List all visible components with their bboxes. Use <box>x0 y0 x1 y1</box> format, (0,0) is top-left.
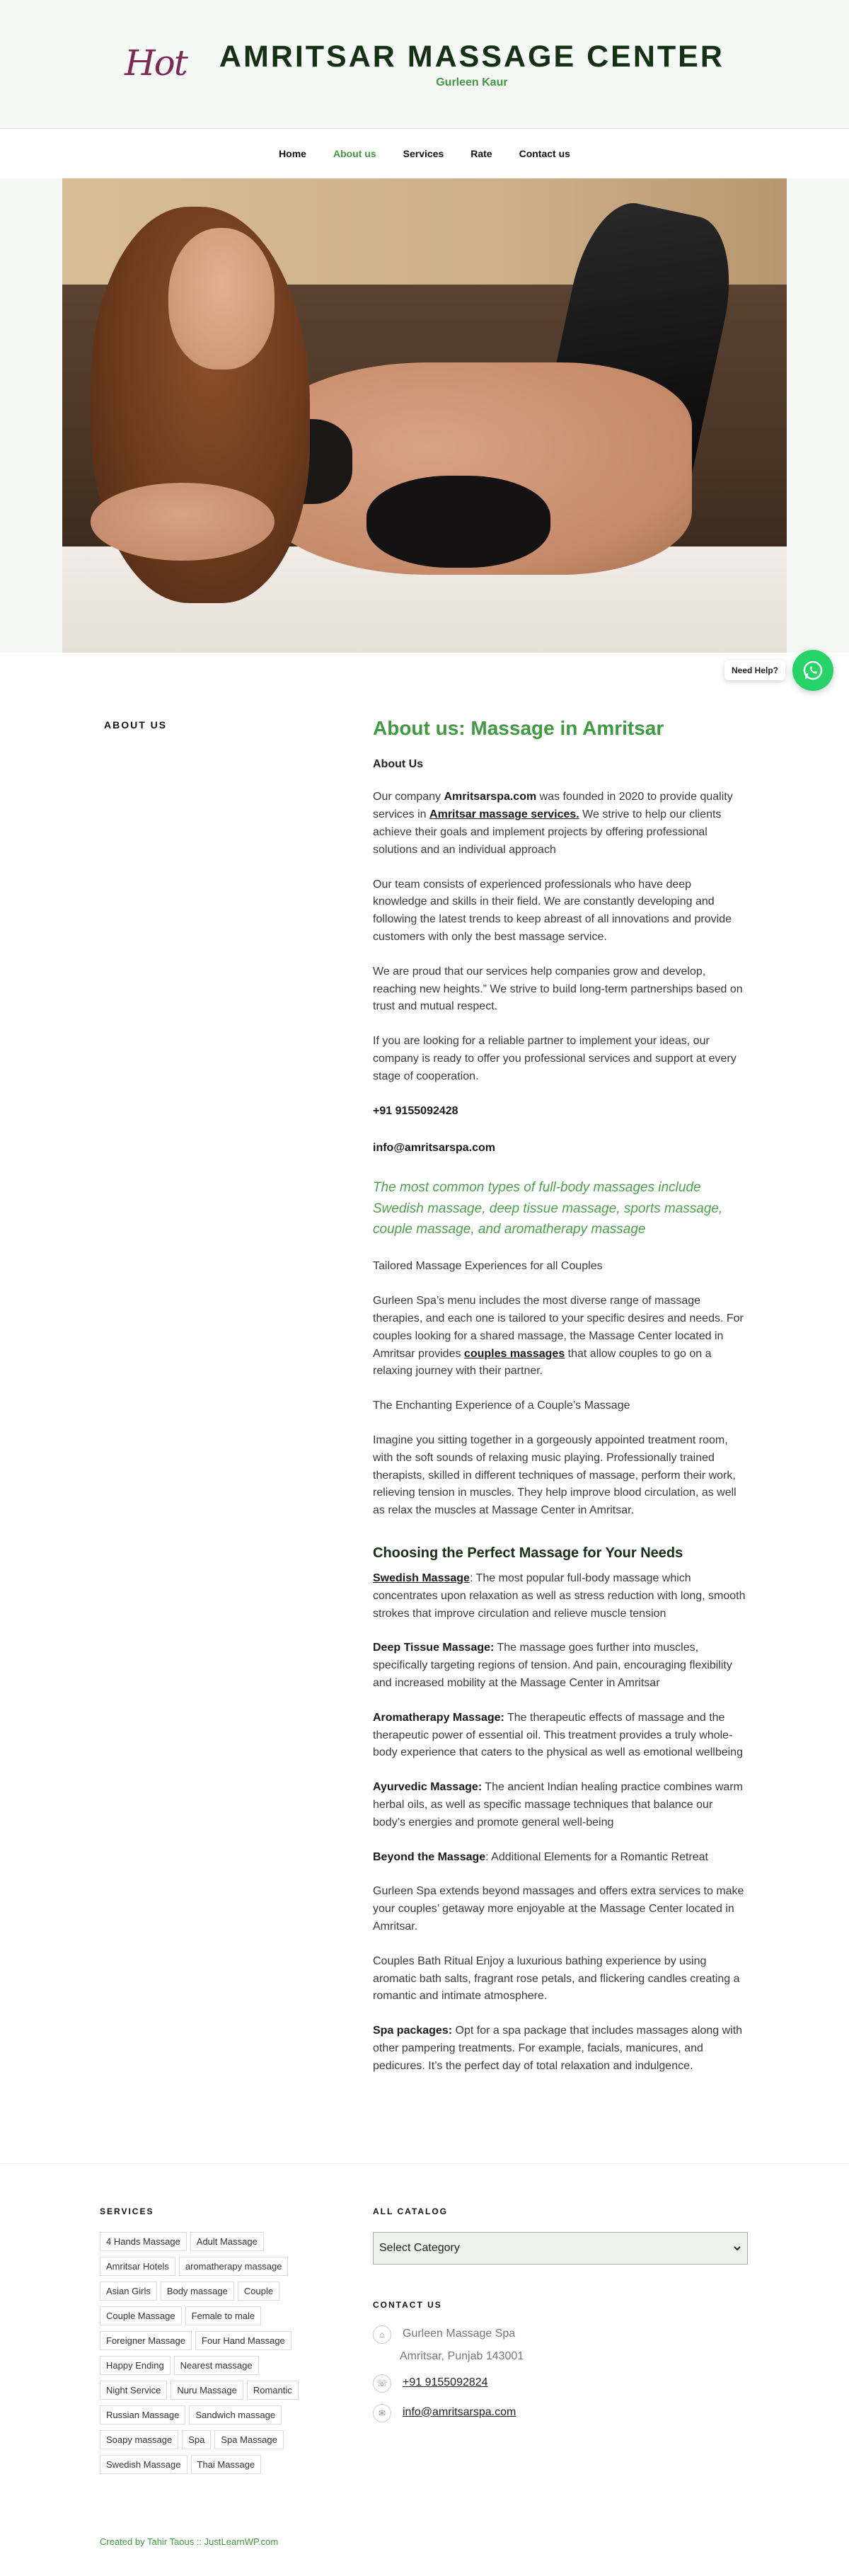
tag-link[interactable]: Romantic <box>247 2381 299 2400</box>
tag-link[interactable]: Nearest massage <box>174 2356 259 2375</box>
nav-services[interactable]: Services <box>403 148 444 159</box>
tailored-heading: Tailored Massage Experiences for all Couples <box>373 1260 603 1273</box>
ayurvedic-paragraph <box>373 1779 748 1831</box>
hero-image <box>62 178 787 653</box>
footer-phone-link[interactable]: +91 9155092824 <box>403 2376 488 2388</box>
swedish-massage-link[interactable]: Swedish Massage <box>373 1572 470 1585</box>
beyond-text: : Additional Elements for a Romantic Retreat <box>485 1850 708 1863</box>
tag-link[interactable]: Soapy massage <box>100 2430 178 2449</box>
sidebar <box>0 716 373 2093</box>
tag-link[interactable]: Thai Massage <box>191 2455 262 2474</box>
hero-garment <box>366 476 550 568</box>
whatsapp-label[interactable]: Need Help? <box>724 660 785 680</box>
hero-section <box>0 178 849 653</box>
tag-link[interactable]: Happy Ending <box>100 2356 171 2375</box>
swedish-text: : The most popular full-body massage which concentrates upon relaxation as well as stress reduction with long, smooth strokes that improve circulation and relieve muscle tension <box>373 1572 746 1620</box>
page-title: About us: Massage in Amritsar <box>373 717 664 739</box>
aromatherapy-label: Aromatherapy Massage: <box>373 1711 504 1724</box>
tag-link[interactable]: Swedish Massage <box>100 2455 187 2474</box>
tag-link[interactable]: aromatherapy massage <box>179 2257 289 2276</box>
enchanting-heading: The Enchanting Experience of a Couple’s Massage <box>373 1399 630 1412</box>
nav-about-us[interactable]: About us <box>333 148 376 159</box>
paragraph-partner: If you are looking for a reliable partner to implement your ideas, our company is ready to offer you professional services and support at every stage of cooperation. <box>373 1035 737 1082</box>
sidebar-heading: ABOUT US <box>104 719 168 731</box>
ayurvedic-text: The ancient Indian healing practice combines warm herbal oils, as well as specific massage techniques that balance our body’s energies and promote general well-being <box>373 1781 743 1828</box>
paragraph-intro <box>373 789 748 859</box>
tag-cloud <box>100 2232 326 2480</box>
beyond-paragraph <box>373 1849 748 1867</box>
footer-catalog-contact <box>373 2206 748 2480</box>
phone-number[interactable]: +91 9155092428 <box>373 1104 458 1117</box>
contact-phone <box>373 2374 748 2393</box>
hero-figure-arm <box>91 483 275 561</box>
section-heading-choosing: Choosing the Perfect Massage for Your Needs <box>373 1545 683 1562</box>
spa-packages-label: Spa packages: <box>373 2025 453 2037</box>
site-footer <box>0 2163 849 2480</box>
location-icon: ⌂ <box>373 2325 391 2344</box>
menu-text: Gurleen Spa’s menu includes the most diverse range of massage therapies, and each one is tailored to your specific desires and needs. For couples looking for a shared massage, the Massage Center located in Amritsar provides <box>373 1295 744 1360</box>
paragraph-imagine: Imagine you sitting together in a gorgeously appointed treatment room, with the soft sounds of relaxing music playing. Professionally trained therapists, skilled in different techniques of massage, perform their work, relieving tension in muscles. They help improve blood circulation, as well as relax the muscles at Massage Center in Amritsar. <box>373 1434 737 1517</box>
phone-icon: ☏ <box>373 2374 391 2393</box>
hero-figure-face <box>168 228 275 370</box>
tag-link[interactable]: Russian Massage <box>100 2405 185 2425</box>
tag-link[interactable]: Couple <box>238 2282 279 2301</box>
tag-link[interactable]: Asian Girls <box>100 2282 157 2301</box>
site-title[interactable]: AMRITSAR MASSAGE CENTER <box>219 39 724 74</box>
paragraph-bath-ritual: Couples Bath Ritual Enjoy a luxurious bathing experience by using aromatic bath salts, fragrant rose petals, and flickering candles creating a romantic and intimate atmosphere. <box>373 1954 740 2003</box>
footer-services <box>0 2206 373 2480</box>
main-article <box>373 716 748 2093</box>
paragraph-extends: Gurleen Spa extends beyond massages and offers extra services to make your couples’ getaway more enjoyable at the Massage Center located in Amritsar. <box>373 1885 744 1933</box>
ayurvedic-label: Ayurvedic Massage: <box>373 1781 483 1794</box>
tag-link[interactable]: Spa Massage <box>214 2430 284 2449</box>
tag-link[interactable]: Nuru Massage <box>171 2381 243 2400</box>
tag-link[interactable]: Couple Massage <box>100 2306 182 2325</box>
massage-types-quote: The most common types of full-body massages include Swedish massage, deep tissue massage, sports massage, couple massage, and aromatherapy massage <box>373 1180 723 1237</box>
paragraph-menu <box>373 1293 748 1380</box>
site-tagline: Gurleen Kaur <box>436 76 508 89</box>
contact-email <box>373 2404 748 2422</box>
couples-massages-link[interactable]: couples massages <box>463 1347 565 1360</box>
address-line-1: Gurleen Massage Spa <box>403 2327 516 2340</box>
deep-tissue-label: Deep Tissue Massage: <box>373 1642 495 1654</box>
spa-packages-paragraph <box>373 2022 748 2075</box>
site-logo[interactable]: Hot <box>125 42 187 84</box>
aromatherapy-text: The therapeutic effects of massage and the therapeutic power of essential oil. This treatment provides a truly whole-body experience that caters to the physical as well as emotional wellbeing <box>373 1711 743 1759</box>
contact-heading: CONTACT US <box>373 2299 442 2310</box>
tag-link[interactable]: Foreigner Massage <box>100 2331 192 2350</box>
tag-link[interactable]: Body massage <box>161 2282 234 2301</box>
about-label: About Us <box>373 757 424 770</box>
intro-text-mid: was founded in 2020 to provide quality services in <box>373 791 733 821</box>
email-address[interactable]: info@amritsarspa.com <box>373 1142 495 1155</box>
catalog-heading: ALL CATALOG <box>373 2206 448 2216</box>
paragraph-pride: We are proud that our services help companies grow and develop, reaching new heights.” We strive to build long-term partnerships based on trust and mutual respect. <box>373 965 743 1013</box>
nav-contact-us[interactable]: Contact us <box>519 148 570 159</box>
main-nav <box>0 128 849 178</box>
tag-link[interactable]: Female to male <box>185 2306 262 2325</box>
chevron-down-icon <box>733 2244 741 2252</box>
tag-link[interactable]: Night Service <box>100 2381 167 2400</box>
tag-link[interactable]: Sandwich massage <box>189 2405 282 2425</box>
address-line-2: Amritsar, Punjab 143001 <box>400 2349 524 2362</box>
paragraph-team: Our team consists of experienced professionals who have deep knowledge and skills in their field. We are constantly developing and following the latest trends to keep abreast of all innovations and provide customers with only the best massage service. <box>373 878 732 943</box>
category-select[interactable] <box>373 2232 748 2265</box>
email-icon: ✉ <box>373 2404 391 2422</box>
tag-link[interactable]: Spa <box>182 2430 211 2449</box>
content-area <box>0 653 849 2093</box>
tag-link[interactable]: 4 Hands Massage <box>100 2232 187 2251</box>
tag-link[interactable]: Four Hand Massage <box>195 2331 291 2350</box>
page-bottom-spacer <box>0 2547 849 2575</box>
contact-address <box>373 2325 748 2363</box>
nav-rate[interactable]: Rate <box>470 148 492 159</box>
deep-tissue-text: The massage goes further into muscles, specifically targeting regions of tension. And pain, encouraging flexibility and increased mobility at the Massage Center in Amritsar <box>373 1642 732 1689</box>
beyond-label: Beyond the Massage <box>373 1850 486 1863</box>
spa-packages-text: Opt for a spa package that includes massages along with other pampering treatments. For example, facials, manicures, and pedicures. It’s the perfect day of total relaxation and indulgence. <box>373 2025 743 2072</box>
swedish-paragraph <box>373 1570 748 1622</box>
tag-link[interactable]: Amritsar Hotels <box>100 2257 175 2276</box>
tag-link[interactable]: Adult Massage <box>190 2232 264 2251</box>
deep-tissue-paragraph <box>373 1639 748 1692</box>
services-heading: SERVICES <box>100 2206 154 2216</box>
footer-credit[interactable]: Created by Tahir Taous :: JustLearnWP.com <box>100 2536 279 2547</box>
category-select-value: Select Category <box>379 2241 460 2254</box>
brand-block <box>219 40 724 89</box>
amritsar-massage-link[interactable]: Amritsar massage services. <box>429 808 579 821</box>
company-name: Amritsarspa.com <box>444 791 537 803</box>
nav-home[interactable]: Home <box>279 148 306 159</box>
intro-text: Our company <box>373 791 444 803</box>
intro-text-end: We strive to help our clients achieve their goals and implement projects by offering professional solutions and an individual approach <box>373 808 722 856</box>
site-header <box>0 0 849 128</box>
aromatherapy-paragraph <box>373 1710 748 1762</box>
menu-text-end: that allow couples to go on a relaxing journey with their partner. <box>373 1347 712 1378</box>
footer-email-link[interactable]: info@amritsarspa.com <box>403 2405 516 2418</box>
